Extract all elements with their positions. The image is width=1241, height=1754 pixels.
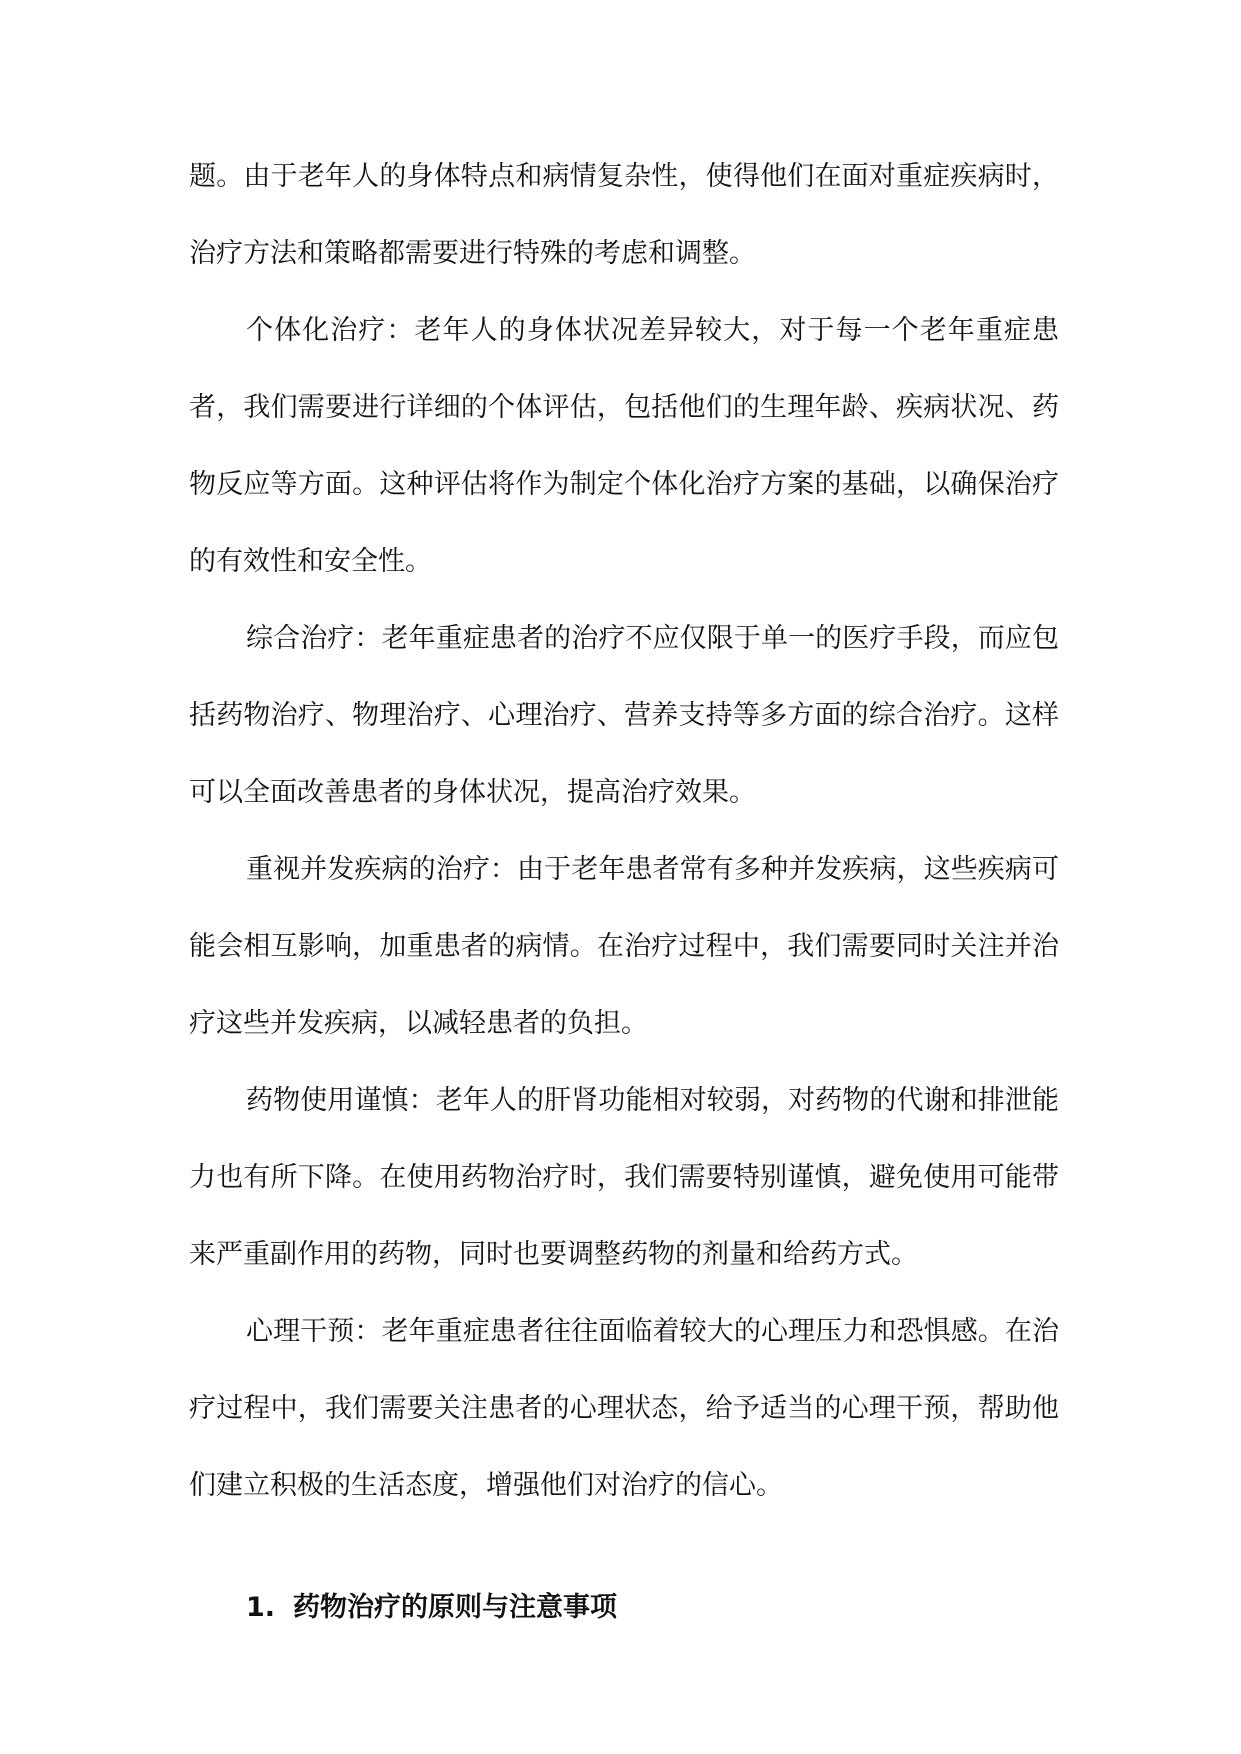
document-body bbox=[189, 138, 1059, 1646]
section-heading bbox=[189, 1569, 1059, 1646]
paragraph-comprehensive-treatment: 综合治疗：老年重症患者的治疗不应仅限于单一的医疗手段，而应包括药物治疗、物理治疗、心理治疗、营养支持等多方面的综合治疗。这样可以全面改善患者的身体状况，提高治疗效果。 bbox=[189, 623, 1059, 808]
paragraph-psychological-intervention: 心理干预：老年重症患者往往面临着较大的心理压力和恐惧感。在治疗过程中，我们需要关注患者的心理状态，给予适当的心理干预，帮助他们建立积极的生活态度，增强他们对治疗的信心。 bbox=[189, 1316, 1059, 1501]
paragraph-careful-medication: 药物使用谨慎：老年人的肝肾功能相对较弱，对药物的代谢和排泄能力也有所下降。在使用药物治疗时，我们需要特别谨慎，避免使用可能带来严重副作用的药物，同时也要调整药物的剂量和给药方式。 bbox=[189, 1085, 1059, 1270]
paragraph-complications-treatment: 重视并发疾病的治疗：由于老年患者常有多种并发疾病，这些疾病可能会相互影响，加重患者的病情。在治疗过程中，我们需要同时关注并治疗这些并发疾病，以减轻患者的负担。 bbox=[189, 854, 1059, 1039]
section-number: 1. bbox=[246, 1592, 276, 1623]
paragraph-continuation: 题。由于老年人的身体特点和病情复杂性，使得他们在面对重症疾病时，治疗方法和策略都需要进行特殊的考虑和调整。 bbox=[189, 161, 1059, 269]
section-title: 药物治疗的原则与注意事项 bbox=[293, 1592, 618, 1623]
paragraph-individualized-treatment: 个体化治疗：老年人的身体状况差异较大，对于每一个老年重症患者，我们需要进行详细的个体评估，包括他们的生理年龄、疾病状况、药物反应等方面。这种评估将作为制定个体化治疗方案的基础，以确保治疗的有效性和安全性。 bbox=[189, 315, 1059, 577]
